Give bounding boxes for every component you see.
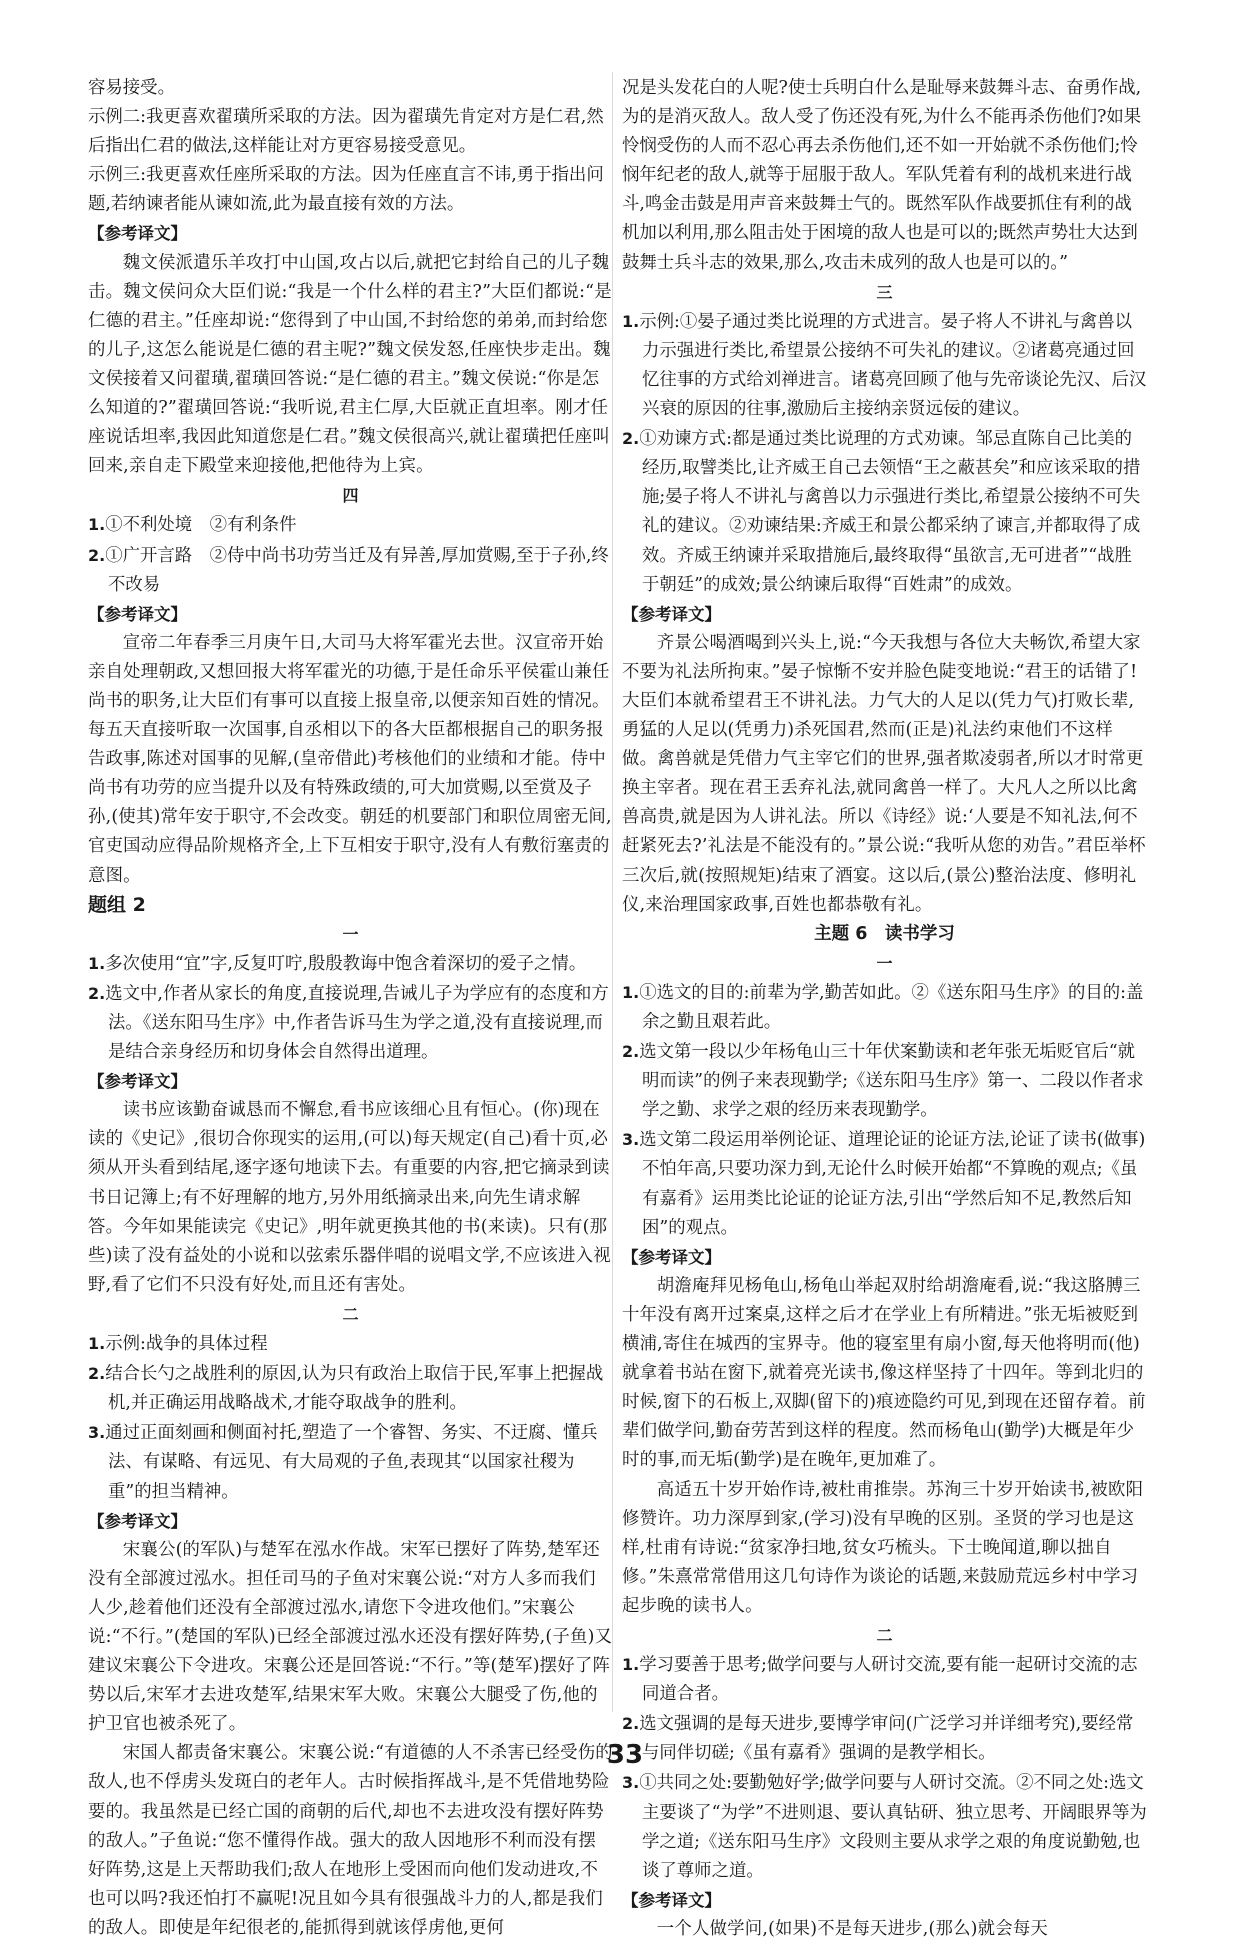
answer-number: 2.	[88, 1364, 106, 1384]
page-number: 33	[606, 1740, 644, 1770]
answer-number: 2.	[622, 429, 640, 449]
translation-paragraph: 宋襄公(的军队)与楚军在泓水作战。宋军已摆好了阵势,楚军还没有全部渡过泓水。担任司马的子鱼对宋襄公说:“对方人多而我们人少,趁着他们还没有全部渡过泓水,请您下令进攻他们。”宋襄公说:“不行。”(楚国的军队)已经全部渡过泓水还没有摆好阵势,(子鱼)又建议宋襄公下令进攻。宋襄公还是回答说:“不行。”等(楚军)摆好了阵势以后,宋军才去进攻楚军,结果宋军大败。宋襄公大腿受了伤,他的护卫官也被杀死了。	[88, 1539, 613, 1735]
answer-number: 3.	[622, 1773, 640, 1793]
reference-translation-heading: 【参考译文】	[88, 1072, 187, 1092]
answer-number: 1.	[622, 982, 640, 1002]
answer-item	[622, 1768, 1147, 1885]
answer-number: 3.	[622, 1130, 640, 1150]
answer-item	[622, 307, 1147, 424]
right-column	[622, 74, 1147, 1944]
answer-number: 2.	[88, 545, 106, 565]
answer-text: 容易接受。	[88, 78, 175, 98]
answer-text: ①不利处境 ②有利条件	[105, 515, 297, 536]
answer-text: ①广开言路 ②侍中尚书功劳当迁及有异善,厚加赏赐,至于子孙,终不改易	[105, 545, 609, 595]
answer-number: 2.	[88, 983, 106, 1003]
answer-text: 选文第一段以少年杨龟山三十年伏案勤读和老年张无垢贬官后“就明而读”的例子来表现勤学;《送东阳马生序》第一、二段以作者求学之勤、求学之艰的经历来表现勤学。	[639, 1042, 1144, 1121]
answer-text: 选文中,作者从家长的角度,直接说理,告诫儿子为学应有的态度和方法。《送东阳马生序》中,作者告诉马生为学之道,没有直接说理,而是结合亲身经历和切身体会自然得出道理。	[105, 983, 609, 1063]
answer-text: ①劝谏方式:都是通过类比说理的方式劝谏。邹忌直陈自己比美的经历,取譬类比,让齐威王自己去领悟“王之蔽甚矣”和应该采取的措施;晏子将人不讲礼与禽兽以力示强进行类比,希望景公接纳不可失礼的建议。②劝谏结果:齐威王和景公都采纳了谏言,并都取得了成效。齐威王纳谏并采取措施后,最终取得“虽欲言,无可进者”“战胜于朝廷”的成效;景公纳谏后取得“百姓肃”的成效。	[639, 429, 1141, 595]
answer-text: 况是头发花白的人呢?使士兵明白什么是耻辱来鼓舞斗志、奋勇作战,为的是消灭敌人。敌人受了伤还没有死,为什么不能再杀伤他们?如果怜悯受伤的人而不忍心再去杀伤他们,还不如一开始就不杀伤他们;怜悯年纪老的敌人,就等于屈服于敌人。军队凭着有利的战机来进行战斗,鸣金击鼓是用声音来鼓舞士气的。既然军队作战要抓住有利的战机加以利用,那么阻击处于困境的敌人也是可以的;既然声势壮大达到鼓舞士兵斗志的效果,那么,攻击未成列的敌人也是可以的。”	[622, 78, 1142, 273]
answer-text: 多次使用“宜”字,反复叮咛,殷殷教诲中饱含着深切的爱子之情。	[105, 953, 587, 974]
answer-text: 示例:战争的具体过程	[105, 1334, 268, 1355]
answer-item	[622, 978, 1147, 1037]
answer-text: 选文强调的是每天进步,要博学审问(广泛学习并详细考究),要经常与同伴切磋;《虽有嘉肴》强调的是教学相长。	[639, 1714, 1134, 1764]
answer-number: 1.	[88, 1334, 106, 1354]
answer-number: 2.	[622, 1714, 640, 1734]
theme-title: 主题 6 读书学习	[814, 923, 955, 944]
answer-text: ①共同之处:要勤勉好学;做学问要与人研讨交流。②不同之处:选文主要谈了“为学”不进则退、要认真钻研、独立思考、开阔眼界等为学之道;《送东阳马生序》文段则主要从求学之艰的角度说勤勉,也谈了尊师之道。	[639, 1773, 1147, 1881]
answer-item	[88, 949, 613, 979]
section-number: 二	[342, 1304, 359, 1324]
answer-number: 1.	[88, 515, 106, 535]
translation-paragraph: 读书应该勤奋诚恳而不懈怠,看书应该细心且有恒心。(你)现在读的《史记》,很切合你现实的运用,(可以)每天规定(自己)看十页,必须从开头看到结尾,逐字逐句地读下去。有重要的内容,把它摘录到读书日记簿上;有不好理解的地方,另外用纸摘录出来,向先生请求解答。今年如果能读完《史记》,明年就更换其他的书(来读)。只有(那些)读了没有益处的小说和以弦索乐器伴唱的说唱文学,不应该进入视野,看了它们不只没有好处,而且还有害处。	[88, 1100, 611, 1295]
translation-paragraph: 胡澹庵拜见杨龟山,杨龟山举起双肘给胡澹庵看,说:“我这胳膊三十年没有离开过案桌,这样之后才在学业上有所精进。”张无垢被贬到横浦,寄住在城西的宝界寺。他的寝室里有扇小窗,每天他将明而(他)就拿着书站在窗下,就着亮光读书,像这样坚持了十四年。等到北归的时候,窗下的石板上,双脚(留下的)痕迹隐约可见,到现在还留存着。前辈们做学问,勤奋劳苦到这样的程度。然而杨龟山(勤学)大概是年少时的事,而无垢(勤学)是在晚年,更加难了。	[622, 1275, 1146, 1471]
section-number: 四	[342, 486, 359, 506]
answer-item	[88, 541, 613, 600]
section-number: 二	[876, 1625, 893, 1645]
reference-translation-heading: 【参考译文】	[88, 224, 187, 244]
answer-text: 通过正面刻画和侧面衬托,塑造了一个睿智、务实、不迂腐、懂兵法、有谋略、有远见、有大局观的子鱼,表现其“以国家社稷为重”的担当精神。	[105, 1423, 598, 1502]
answer-text: 示例二:我更喜欢翟璜所采取的方法。因为翟璜先肯定对方是仁君,然后指出仁君的做法,这样能让对方更容易接受意见。	[88, 107, 604, 157]
answer-item	[88, 510, 613, 540]
answer-number: 2.	[622, 1042, 640, 1062]
translation-paragraph: 高适五十岁开始作诗,被杜甫推崇。苏洵三十岁开始读书,被欧阳修赞许。功力深厚到家,(学习)没有早晚的区别。圣贤的学习也是这样,杜甫有诗说:“贫家净扫地,贫女巧梳头。下士晚闻道,聊以拙自修。”朱熹常常借用这几句诗作为谈论的话题,来鼓励荒远乡村中学习起步晚的读书人。	[622, 1479, 1144, 1616]
group-title: 题组 2	[88, 893, 146, 916]
answer-number: 1.	[622, 1655, 640, 1675]
answer-text: 示例:①晏子通过类比说理的方式进言。晏子将人不讲礼与禽兽以力示强进行类比,希望景公接纳不可失礼的建议。②诸葛亮通过回忆往事的方式给刘禅进言。诸葛亮回顾了他与先帝谈论先汉、后汉兴衰的原因的往事,激励后主接纳亲贤远佞的建议。	[639, 311, 1147, 420]
answer-text: 学习要善于思考;做学问要与人研讨交流,要有能一起研讨交流的志同道合者。	[639, 1655, 1138, 1705]
answer-item	[88, 1329, 613, 1359]
translation-paragraph: 一个人做学问,(如果)不是每天进步,(那么)就会每天	[656, 1918, 1049, 1939]
answer-number: 3.	[88, 1423, 106, 1443]
reference-translation-heading: 【参考译文】	[622, 1247, 721, 1267]
answer-text: 选文第二段运用举例论证、道理论证的论证方法,论证了读书(做事)不怕年高,只要功深力到,无论什么时候开始都“不算晚的观点;《虽有嘉肴》运用类比论证的论证方法,引出“学然后知不足,教然后知困”的观点。	[639, 1130, 1146, 1238]
answer-item	[88, 979, 613, 1067]
answer-item	[88, 1359, 613, 1418]
answer-number: 1.	[88, 953, 106, 973]
answer-item	[622, 424, 1147, 600]
reference-translation-heading: 【参考译文】	[622, 1890, 721, 1910]
reference-translation-heading: 【参考译文】	[88, 1511, 187, 1531]
answer-item	[88, 1418, 613, 1506]
translation-paragraph: 齐景公喝酒喝到兴头上,说:“今天我想与各位大夫畅饮,希望大家不要为礼法所拘束。”晏子惊惭不安并脸色陡变地说:“君王的话错了!大臣们本就希望君王不讲礼法。力气大的人足以(凭力气)打败长辈,勇猛的人足以(凭勇力)杀死国君,然而(正是)礼法约束他们不这样做。禽兽就是凭借力气主宰它们的世界,强者欺凌弱者,所以才时常更换主宰者。现在君王丢弃礼法,就同禽兽一样了。大凡人之所以比禽兽高贵,就是因为人讲礼法。所以《诗经》说:‘人要是不知礼法,何不赶紧死去?’礼法是不能没有的。”景公说:“我听从您的劝告。”君臣举杯三次后,就(按照规矩)结束了酒宴。这以后,(景公)整治法度、修明礼仪,来治理国家政事,百姓也都恭敬有礼。	[622, 632, 1146, 915]
left-column	[88, 74, 613, 1943]
reference-translation-heading: 【参考译文】	[622, 604, 721, 624]
answer-number: 1.	[622, 311, 640, 331]
section-number: 三	[876, 282, 893, 302]
answer-item	[622, 1037, 1147, 1125]
translation-paragraph: 魏文侯派遣乐羊攻打中山国,攻占以后,就把它封给自己的儿子魏击。魏文侯问众大臣们说:“我是一个什么样的君主?”大臣们都说:“是仁德的君主。”任座却说:“您得到了中山国,不封给您的弟弟,而封给您的儿子,这怎么能说是仁德的君主呢?”魏文侯发怒,任座快步走出。魏文侯接着又问翟璜,翟璜回答说:“是仁德的君主。”魏文侯说:“你是怎么知道的?”翟璜回答说:“我听说,君主仁厚,大臣就正直坦率。刚才任座说话坦率,我因此知道您是仁君。”魏文侯很高兴,就让翟璜把任座叫回来,亲自走下殿堂来迎接他,把他待为上宾。	[88, 252, 612, 477]
answer-text: ①选文的目的:前辈为学,勤苦如此。②《送东阳马生序》的目的:盖余之勤且艰若此。	[639, 982, 1144, 1032]
answer-item	[622, 1125, 1147, 1242]
section-number: 一	[342, 924, 359, 944]
translation-paragraph: 宣帝二年春季三月庚午日,大司马大将军霍光去世。汉宣帝开始亲自处理朝政,又想回报大将军霍光的功德,于是任命乐平侯霍山兼任尚书的职务,让大臣们有事可以直接上报皇帝,以便亲知百姓的情况。每五天直接听取一次国事,自丞相以下的各大臣都根据自己的职务报告政事,陈述对国事的见解,(皇帝借此)考核他们的业绩和才能。侍中尚书有功劳的应当提升以及有特殊政绩的,可大加赏赐,以至赏及子孙,(使其)常年安于职守,不会改变。朝廷的机要部门和职位周密无间,官吏国动应得品阶规格齐全,上下互相安于职守,没有人有敷衍塞责的意图。	[88, 632, 612, 886]
reference-translation-heading: 【参考译文】	[88, 604, 187, 624]
answer-item	[622, 1650, 1147, 1709]
answer-text: 示例三:我更喜欢任座所采取的方法。因为任座直言不讳,勇于指出问题,若纳谏者能从谏如流,此为最直接有效的方法。	[88, 165, 604, 215]
answer-text: 结合长勺之战胜利的原因,认为只有政治上取信于民,军事上把握战机,并正确运用战略战术,才能夺取战争的胜利。	[105, 1364, 604, 1414]
section-number: 一	[876, 953, 893, 973]
translation-paragraph: 宋国人都责备宋襄公。宋襄公说:“有道德的人不杀害已经受伤的敌人,也不俘虏头发斑白的老年人。古时候指挥战斗,是不凭借地势险要的。我虽然是已经亡国的商朝的后代,却也不去进攻没有摆好阵势的敌人。”子鱼说:“您不懂得作战。强大的敌人因地形不利而没有摆好阵势,这是上天帮助我们;敌人在地形上受困而向他们发动进攻,不也可以吗?我还怕打不赢呢!况且如今具有很强战斗力的人,都是我们的敌人。即使是年纪很老的,能抓得到就该俘虏他,更何	[88, 1743, 613, 1938]
